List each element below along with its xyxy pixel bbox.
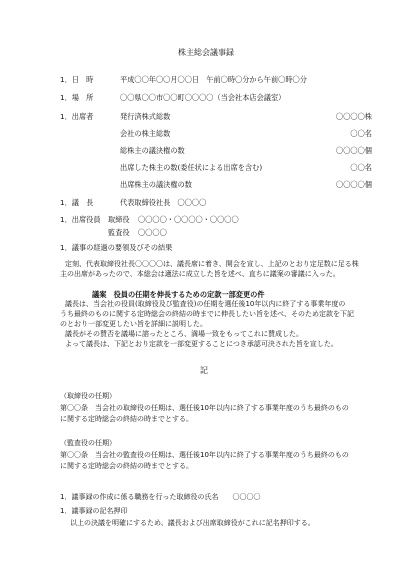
place-label: 1．場 所 [60, 93, 94, 102]
attendee-row-value: 〇〇〇〇個 [336, 146, 372, 155]
agenda-heading: 議案 役員の任期を伸長するための定款一部変更の件 [92, 290, 265, 299]
attendees-label: 1．出席者 [60, 112, 94, 121]
attendee-row-name: 出席した株主の数(委任状による出席を含む) [120, 163, 263, 172]
officer-names: 〇〇〇〇 [138, 228, 167, 237]
seal-text: 以上の決議を明確にするため、議長および出席取締役がこれに記名押印する。 [70, 519, 315, 527]
attendee-row-value: 〇〇名 [350, 163, 372, 172]
officer-role: 取締役 [108, 215, 130, 224]
proceedings-label: 1．議事の経過の要領及びその結果 [60, 243, 173, 252]
article-line: 第〇〇条 当会社の監査役の任期は、選任後10年以内に終了する事業年度のうち最終のもの [60, 451, 349, 459]
article-line: に関する定時総会の終結の時までとする。 [60, 462, 193, 470]
article-heading: （監査役の任期） [60, 439, 116, 447]
attendee-row-name: 会社の株主総数 [120, 129, 171, 138]
ki-heading: 記 [200, 366, 208, 375]
attendee-row-name: 出席株主の議決権の数 [120, 180, 192, 189]
place-value: 〇〇県〇〇市〇〇町〇〇〇〇（当会社本店会議室） [120, 93, 286, 102]
chair-label: 1．議 長 [60, 198, 94, 207]
date-label: 1．日 時 [60, 75, 94, 84]
agenda-paragraph-line: 議長がその賛否を議場に諮ったところ、満場一致をもってこれに賛成した。 [65, 330, 303, 338]
date-value: 平成〇〇年〇〇月〇〇日 午前〇時〇分から午前〇時〇分 [120, 75, 307, 84]
agenda-paragraph-line: うち最終のものに関する定時総会の終結の時までに伸長したい旨を述べ、そのため定款を下記 [60, 310, 354, 318]
agenda-paragraph-line: 議長は、当会社の役員(取締役及び監査役)の任期を選任後10年以内に終了する事業年度の [65, 300, 346, 308]
attendee-row-value: 〇〇名 [350, 129, 372, 138]
attendee-row-value: 〇〇〇〇個 [336, 180, 372, 189]
chair-value: 代表取締役社長 〇〇〇〇 [120, 198, 207, 207]
agenda-paragraph-line: よって議長は、下記とおり定款を一部変更することにつき承認可決された旨を宣した。 [65, 340, 338, 348]
proceedings-intro-line: 定刻、代表取締役社長〇〇〇〇は、議長席に着き、開会を宣し、上記のとおり定足数に足る株 [65, 260, 359, 268]
proceedings-intro-line: 主の出席があったので、本総会は適法に成立した旨を述べ、直ちに議案の審議に入った。 [60, 270, 340, 278]
officer-names: 〇〇〇〇・〇〇〇〇・〇〇〇〇 [138, 215, 239, 224]
attendee-row-name: 発行済株式総数 [120, 112, 171, 121]
article-line: に関する定時総会の終結の時までとする。 [60, 415, 193, 423]
minute-taker-line: 1．議事録の作成に係る職務を行った取締役の氏名 〇〇〇〇 [60, 493, 261, 501]
agenda-paragraph-line: のとおり一部変更したい旨を詳細に説明した。 [60, 320, 207, 328]
attendee-row-value: 〇〇〇〇株 [336, 112, 372, 121]
attendee-row-name: 総株主の議決権の数 [120, 146, 185, 155]
document-title: 株主総会議事録 [178, 48, 234, 57]
officer-role: 監査役 [108, 228, 130, 237]
article-heading: （取締役の任期） [60, 392, 116, 400]
seal-label: 1．議事録の記名押印 [60, 507, 128, 515]
officers-label: 1．出席役員 [60, 215, 101, 224]
article-line: 第〇〇条 当会社の取締役の任期は、選任後10年以内に終了する事業年度のうち最終のもの [60, 404, 349, 412]
